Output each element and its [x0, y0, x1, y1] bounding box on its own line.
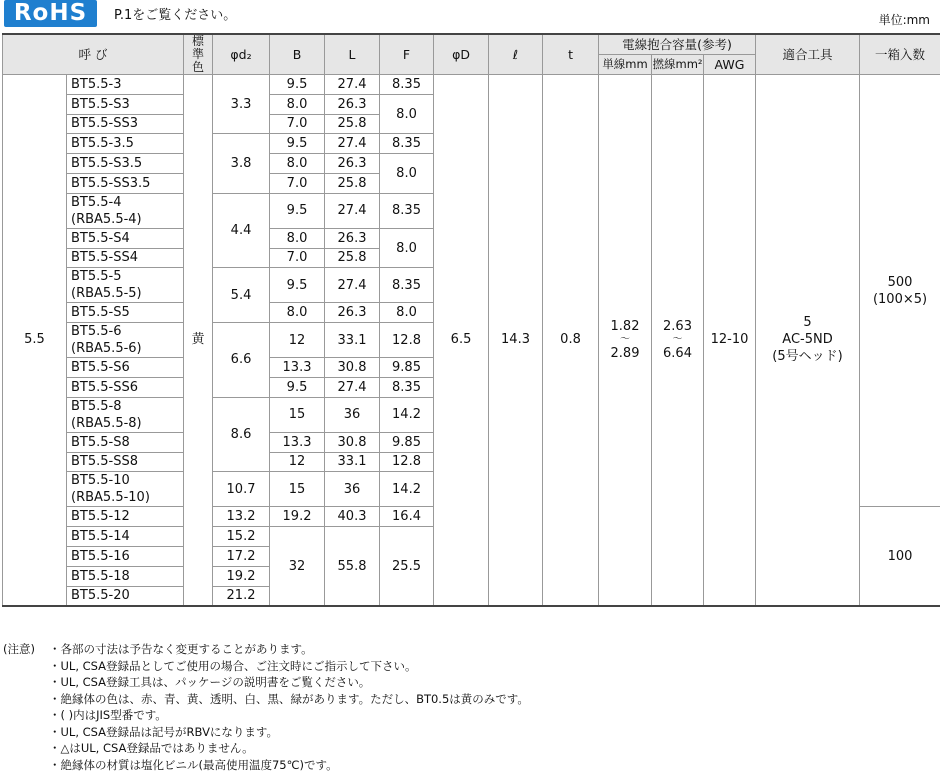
- f-cell: 8.0: [380, 228, 434, 268]
- stranded-max: 6.64: [652, 345, 703, 362]
- spec-table: [2, 33, 940, 607]
- col-header-capacity: 電線抱合容量(参考): [599, 34, 756, 54]
- f-cell: 12.8: [380, 323, 434, 358]
- part-name-cell: [67, 546, 184, 566]
- b-cell: 9.5: [270, 268, 325, 303]
- l-cell: 27.4: [325, 377, 380, 397]
- tool-head: (5号ヘッド): [756, 348, 859, 365]
- table-body: [3, 75, 940, 606]
- l-cell: 27.4: [325, 134, 380, 154]
- part-name-cell: [67, 323, 184, 358]
- b-cell: 13.3: [270, 358, 325, 378]
- b-cell: 8.0: [270, 154, 325, 174]
- part-name-cell: [67, 268, 184, 303]
- f-cell: 9.85: [380, 358, 434, 378]
- b-cell: 13.3: [270, 432, 325, 452]
- part-number: BT5.5-12: [71, 508, 183, 525]
- f-cell: 12.8: [380, 452, 434, 472]
- d2-cell: 3.3: [213, 75, 270, 134]
- part-name-cell: [67, 193, 184, 228]
- part-number: BT5.5-3: [71, 76, 183, 93]
- part-number: BT5.5-6: [71, 323, 183, 340]
- part-number: BT5.5-S5: [71, 304, 183, 321]
- part-name-cell: [67, 397, 184, 432]
- part-number: BT5.5-SS3: [71, 115, 183, 132]
- part-name-cell: [67, 248, 184, 268]
- b-cell: 15: [270, 472, 325, 507]
- col-header-tool: 適合工具: [756, 34, 860, 75]
- f-cell: 16.4: [380, 507, 434, 527]
- tool-cell: [756, 75, 860, 606]
- l-cell: 36: [325, 472, 380, 507]
- col-header-color-text: 標準色: [192, 35, 205, 74]
- l-cell: 30.8: [325, 432, 380, 452]
- single-sep: 〜: [599, 335, 651, 345]
- l-cell: 55.8: [325, 527, 380, 606]
- b-cell: 12: [270, 452, 325, 472]
- page-reference: P.1をご覧ください。: [114, 4, 236, 23]
- b-cell: 9.5: [270, 193, 325, 228]
- tool-number: 5: [756, 314, 859, 331]
- l-cell: 27.4: [325, 268, 380, 303]
- d2-cell: 13.2: [213, 507, 270, 527]
- part-name-cell: [67, 507, 184, 527]
- part-name-cell: [67, 173, 184, 193]
- l-cell: 40.3: [325, 507, 380, 527]
- col-header-name: 呼 び: [3, 34, 184, 75]
- col-header-l: L: [325, 34, 380, 75]
- part-number: BT5.5-SS6: [71, 379, 183, 396]
- part-number: BT5.5-8: [71, 398, 183, 415]
- part-number: BT5.5-18: [71, 568, 183, 585]
- part-number: BT5.5-S3.5: [71, 155, 183, 172]
- l-cell: 27.4: [325, 75, 380, 95]
- d-cell: 6.5: [434, 75, 489, 606]
- d2-cell: 17.2: [213, 546, 270, 566]
- part-name-cell: [67, 94, 184, 114]
- f-cell: 9.85: [380, 432, 434, 452]
- col-header-f: F: [380, 34, 434, 75]
- col-header-stranded: 撚線mm²: [652, 54, 704, 74]
- stranded-wire-cell: [652, 75, 704, 606]
- b-cell: 9.5: [270, 377, 325, 397]
- f-cell: 8.35: [380, 193, 434, 228]
- part-name-cell: [67, 134, 184, 154]
- f-cell: 25.5: [380, 527, 434, 606]
- part-name-cell: [67, 566, 184, 586]
- d2-cell: 6.6: [213, 323, 270, 398]
- b-cell: 9.5: [270, 75, 325, 95]
- col-header-awg: AWG: [704, 54, 756, 74]
- f-cell: 8.35: [380, 268, 434, 303]
- col-header-d2: φd₂: [213, 34, 270, 75]
- b-cell: 15: [270, 397, 325, 432]
- d2-cell: 19.2: [213, 566, 270, 586]
- l-cell: 26.3: [325, 94, 380, 114]
- col-header-box: 一箱入数: [860, 34, 940, 75]
- part-number: BT5.5-20: [71, 587, 183, 604]
- box-qty-100-cell: 100: [860, 507, 940, 606]
- rohs-logo: RoHS: [4, 0, 97, 27]
- part-name-cell: [67, 527, 184, 547]
- notes-heading: (注意): [3, 641, 35, 658]
- table-row: [3, 75, 940, 95]
- note-item: ・UL, CSA登録品は記号がRBVになります。: [49, 724, 529, 741]
- d2-cell: 4.4: [213, 193, 270, 268]
- color-cell: 黄: [184, 75, 213, 606]
- f-cell: 14.2: [380, 397, 434, 432]
- size-cell: 5.5: [3, 75, 67, 606]
- col-header-color: [184, 34, 213, 75]
- part-name-cell: [67, 432, 184, 452]
- b-cell: 8.0: [270, 94, 325, 114]
- note-item: ・( )内はJIS型番です。: [49, 707, 529, 724]
- d2-cell: 3.8: [213, 134, 270, 193]
- part-name-cell: [67, 452, 184, 472]
- jis-part-number: (RBA5.5-5): [71, 285, 183, 302]
- part-number: BT5.5-3.5: [71, 135, 183, 152]
- col-header-d: φD: [434, 34, 489, 75]
- d2-cell: 21.2: [213, 586, 270, 606]
- part-name-cell: [67, 75, 184, 95]
- part-number: BT5.5-16: [71, 548, 183, 565]
- part-number: BT5.5-S6: [71, 359, 183, 376]
- f-cell: 8.0: [380, 303, 434, 323]
- col-header-t: t: [543, 34, 599, 75]
- b-cell: 7.0: [270, 248, 325, 268]
- f-cell: 8.35: [380, 75, 434, 95]
- b-cell: 7.0: [270, 173, 325, 193]
- part-number: BT5.5-S8: [71, 434, 183, 451]
- tool-model: AC-5ND: [756, 331, 859, 348]
- f-cell: 14.2: [380, 472, 434, 507]
- part-name-cell: [67, 154, 184, 174]
- jis-part-number: (RBA5.5-6): [71, 340, 183, 357]
- b-cell: 19.2: [270, 507, 325, 527]
- note-item: ・△はUL, CSA登録品ではありません。: [49, 740, 529, 757]
- part-number: BT5.5-SS3.5: [71, 175, 183, 192]
- ell-cell: 14.3: [489, 75, 543, 606]
- f-cell: 8.35: [380, 134, 434, 154]
- l-cell: 33.1: [325, 452, 380, 472]
- b-cell: 8.0: [270, 303, 325, 323]
- part-number: BT5.5-SS8: [71, 453, 183, 470]
- box-qty-500-cell: [860, 75, 940, 507]
- part-number: BT5.5-SS4: [71, 249, 183, 266]
- jis-part-number: (RBA5.5-10): [71, 489, 183, 506]
- unit-label: 単位:mm: [879, 11, 930, 28]
- part-number: BT5.5-5: [71, 268, 183, 285]
- note-item: ・絶縁体の色は、赤、青、黄、透明、白、黒、緑があります。ただし、BT0.5は黄のみです。: [49, 691, 529, 708]
- b-cell: 8.0: [270, 228, 325, 248]
- l-cell: 27.4: [325, 193, 380, 228]
- b-cell: 32: [270, 527, 325, 606]
- l-cell: 26.3: [325, 228, 380, 248]
- part-name-cell: [67, 358, 184, 378]
- stranded-sep: 〜: [652, 335, 703, 345]
- part-name-cell: [67, 303, 184, 323]
- part-number: BT5.5-S3: [71, 96, 183, 113]
- d2-cell: 15.2: [213, 527, 270, 547]
- t-cell: 0.8: [543, 75, 599, 606]
- single-min: 1.82: [599, 318, 651, 335]
- single-max: 2.89: [599, 345, 651, 362]
- b-cell: 9.5: [270, 134, 325, 154]
- l-cell: 33.1: [325, 323, 380, 358]
- jis-part-number: (RBA5.5-4): [71, 211, 183, 228]
- l-cell: 26.3: [325, 154, 380, 174]
- notes-section: [3, 641, 529, 773]
- note-item: ・UL, CSA登録工具は、パッケージの説明書をご覧ください。: [49, 674, 529, 691]
- part-number: BT5.5-14: [71, 528, 183, 545]
- single-wire-cell: [599, 75, 652, 606]
- note-item: ・絶縁体の材質は塩化ビニル(最高使用温度75℃)です。: [49, 757, 529, 773]
- part-name-cell: [67, 586, 184, 606]
- part-name-cell: [67, 472, 184, 507]
- box-qty-500: 500: [860, 274, 940, 291]
- l-cell: 30.8: [325, 358, 380, 378]
- part-number: BT5.5-S4: [71, 230, 183, 247]
- f-cell: 8.0: [380, 154, 434, 194]
- table-header: [3, 34, 940, 75]
- col-header-single: 単線mm: [599, 54, 652, 74]
- l-cell: 25.8: [325, 114, 380, 134]
- l-cell: 26.3: [325, 303, 380, 323]
- d2-cell: 5.4: [213, 268, 270, 323]
- l-cell: 25.8: [325, 248, 380, 268]
- note-item: ・UL, CSA登録品としてご使用の場合、ご注文時にご指示して下さい。: [49, 658, 529, 675]
- l-cell: 36: [325, 397, 380, 432]
- box-qty-500-detail: (100×5): [860, 291, 940, 308]
- part-name-cell: [67, 228, 184, 248]
- col-header-ell: ℓ: [489, 34, 543, 75]
- notes-list: [3, 641, 529, 773]
- b-cell: 7.0: [270, 114, 325, 134]
- stranded-min: 2.63: [652, 318, 703, 335]
- awg-cell: 12-10: [704, 75, 756, 606]
- f-cell: 8.35: [380, 377, 434, 397]
- jis-part-number: (RBA5.5-8): [71, 415, 183, 432]
- d2-cell: 10.7: [213, 472, 270, 507]
- part-name-cell: [67, 377, 184, 397]
- part-name-cell: [67, 114, 184, 134]
- note-item: ・各部の寸法は予告なく変更することがあります。: [49, 641, 529, 658]
- part-number: BT5.5-10: [71, 472, 183, 489]
- l-cell: 25.8: [325, 173, 380, 193]
- d2-cell: 8.6: [213, 397, 270, 472]
- col-header-b: B: [270, 34, 325, 75]
- part-number: BT5.5-4: [71, 194, 183, 211]
- b-cell: 12: [270, 323, 325, 358]
- f-cell: 8.0: [380, 94, 434, 134]
